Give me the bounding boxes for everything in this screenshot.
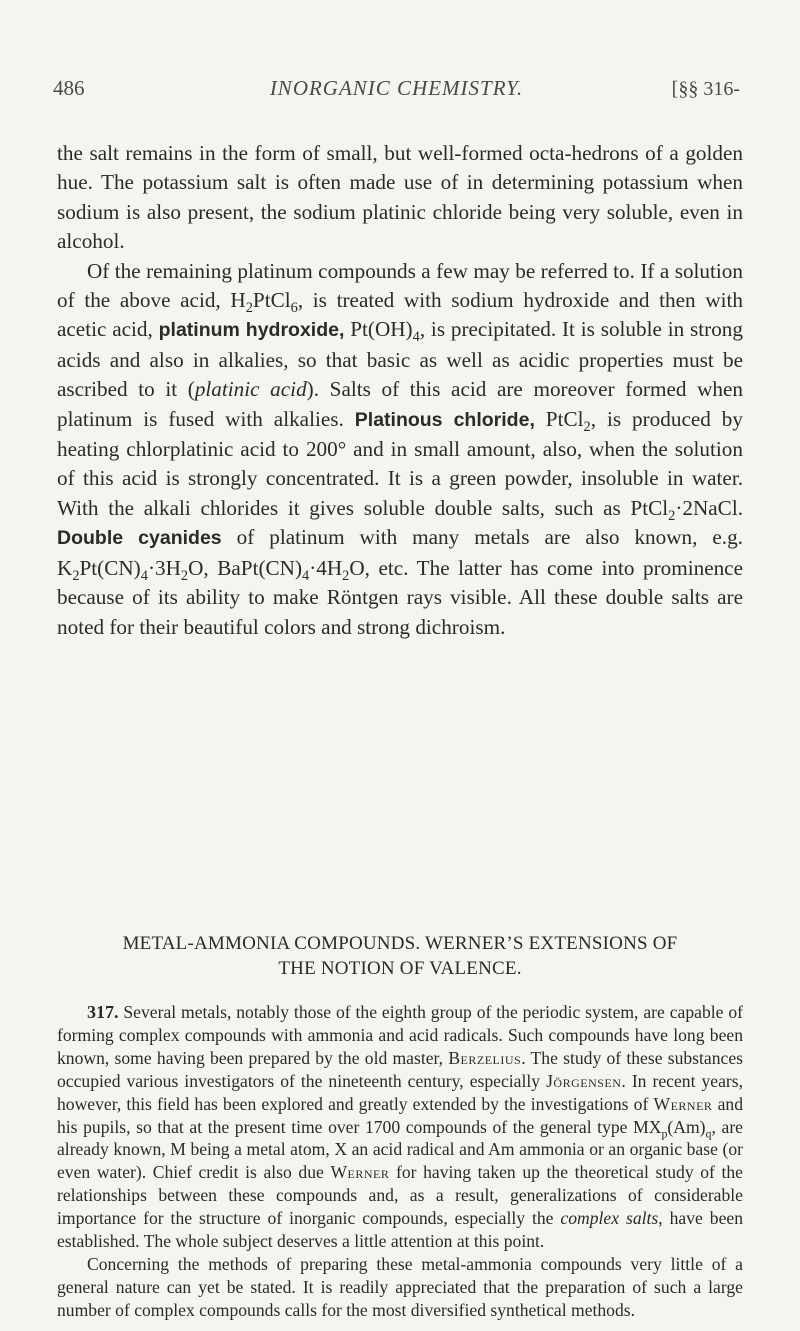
paragraph-317: 317. Several metals, notably those of the eighth group of the periodic system, are capable of forming complex compounds with ammonia and acid radicals. Such compounds have long been known, some having been prepared by the old master, Berzelius. The study of these substances occupied various investigators of the nineteenth century, especially Jörgensen. In recent years, however, this field has been explored and greatly extended by the investigations of Werner and his pupils, so that at the present time over 1700 compounds of the general type $MX_p(Am)_q$, are already known, M being a metal atom, X an acid radical and Am ammonia or an organic base (or even water). Chief credit is also due Werner for having taken up the theoretical study of the relationships between these compounds and, as a result, generalizations of considerable importance for the structure of inorganic compounds, especially the complex salts, have been established. The whole subject deserves a little attention at this point. (57, 1002, 743, 1252)
paragraph-continuation: the salt remains in the form of small, but well-formed octa-hedrons of a golden hue. The potassium salt is often made use of in determining potassium when sodium is also present, the sodium platinic chloride being very soluble, even in alcohol. (57, 141, 743, 254)
section-heading: METAL-AMMONIA COMPOUNDS. WERNER’S EXTENSIONS OF THE NOTION OF VALENCE. (122, 933, 678, 979)
page-number: 486 (53, 76, 85, 100)
paragraph-number: 317. (87, 1002, 119, 1022)
page-header (53, 72, 740, 106)
running-title: INORGANIC CHEMISTRY. (269, 76, 524, 100)
paragraph-methods: Concerning the methods of preparing these metal-ammonia compounds very little of a general nature can yet be stated. It is readily appreciated that the preparation of such a large number of complex compounds calls for the most diversified synthetical methods. (57, 1253, 743, 1320)
term-double-cyanides: Double cyanides (57, 527, 222, 550)
small-print-text (57, 1001, 743, 1322)
paragraph-platinum-compounds: Of the remaining platinum compounds a few may be referred to. If a solution of the above acid, $H_2PtCl_6$, is treated with sodium hydroxide and then with acetic acid, platinum hydroxide, $Pt(OH)_4$, is precipitated. It is soluble in strong acids and also in alkalies, so that basic as well as acidic properties must be ascribed to it (platinic acid). Salts of this acid are moreover formed when platinum is fused with alkalies. Platinous chloride, PtCl$_2$, is produced by heating chlorplatinic acid to 200° and in small amount, also, when the solution of this acid is strongly concentrated. It is a green powder, insoluble in water. With the alkali chlorides it gives soluble double salts, such as PtCl$_2$·2NaCl. Double cyanides of platinum with many metals are also known, e.g. $K_2Pt(CN)_4\cdot 3H_2O$, $BaPt(CN)_4\cdot 4H_2O$, etc. The latter has come into prominence because of its ability to make Röntgen rays visible. All these double salts are noted for their beautiful colors and strong dichroism. (57, 258, 743, 639)
main-text (57, 139, 743, 642)
term-platinum-hydroxide: platinum hydroxide, (158, 319, 345, 342)
term-platinous-chloride: Platinous chloride, (354, 408, 535, 431)
section-range: [§§ 316- (671, 78, 740, 100)
